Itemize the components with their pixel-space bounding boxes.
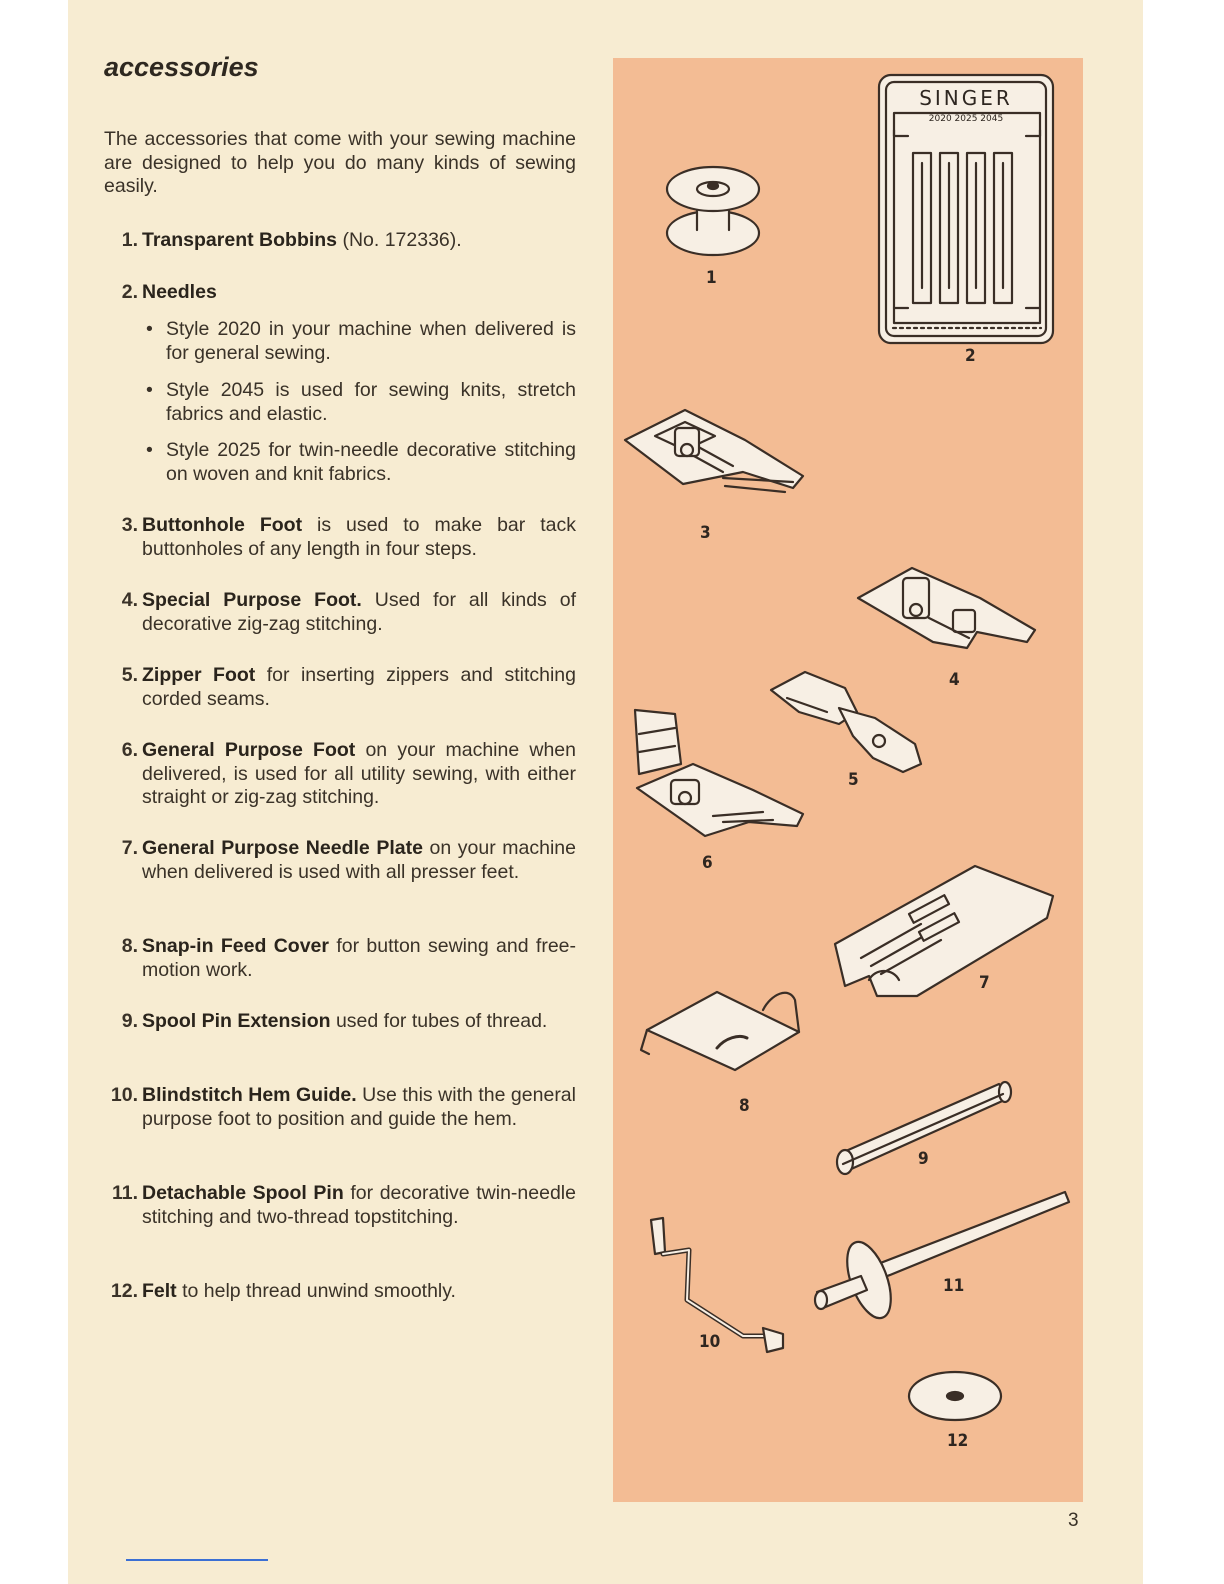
figure-label: 3: [700, 523, 711, 543]
list-item: [104, 589, 576, 636]
item-description: for button sewing and free-motion work.: [142, 935, 577, 981]
item-name: Buttonhole Foot: [142, 514, 303, 536]
item-name: General Purpose Foot: [142, 739, 356, 761]
list-item: [104, 935, 576, 982]
item-number: 3.: [121, 514, 138, 536]
list-item: [104, 739, 576, 810]
figure-label: 7: [979, 973, 990, 993]
list-item: [104, 837, 576, 884]
item-description: on your machine when delivered is used with all presser feet.: [142, 837, 576, 883]
page-title: accessories: [104, 52, 259, 82]
figure-label: 6: [702, 853, 713, 873]
item-number: 9.: [121, 1010, 138, 1032]
figure-label: 5: [848, 770, 859, 790]
bullet-dot: •: [146, 439, 153, 461]
general-purpose-foot-drawing: [635, 710, 803, 836]
item-name: Detachable Spool Pin: [142, 1182, 344, 1204]
item-description: used for tubes of thread.: [330, 1010, 548, 1032]
item-description: for decorative twin-needle stitching and two-thread topstitching.: [142, 1182, 576, 1228]
item-number: 4.: [121, 589, 138, 611]
special-purpose-foot-drawing: [858, 568, 1035, 648]
item-description: Use this with the general purpose foot to position and guide the hem.: [142, 1084, 576, 1130]
page-number: 3: [1068, 1510, 1079, 1531]
figure-label: 4: [949, 670, 960, 690]
item-description: on your machine when delivered, is used for all utility sewing, with either straight or zig-zag stitching.: [142, 739, 576, 808]
item-number: 5.: [121, 664, 138, 686]
list-item: [104, 514, 576, 561]
item-name: Zipper Foot: [142, 664, 256, 686]
item-name: Blindstitch Hem Guide.: [142, 1084, 357, 1106]
item-description: is used to make bar tack buttonholes of any length in four steps.: [142, 514, 576, 560]
item-name: Special Purpose Foot.: [142, 589, 362, 611]
feed-cover-drawing: [641, 992, 799, 1070]
zipper-foot-drawing: [771, 672, 921, 772]
item-number: 2.: [121, 281, 138, 303]
bullet-text: Style 2020 in your machine when delivered is for general sewing.: [166, 318, 576, 364]
accessories-illustration-panel: [613, 58, 1083, 1502]
item-number: 12.: [110, 1280, 138, 1302]
figure-label: 9: [918, 1149, 929, 1169]
needle-bullet: [146, 439, 576, 486]
felt-drawing: [909, 1372, 1001, 1420]
item-description: for inserting zippers and stitching corded seams.: [142, 664, 576, 710]
needle-pack-brand: SINGER: [919, 86, 1013, 110]
bullet-text: Style 2025 for twin-needle decorative stitching on woven and knit fabrics.: [166, 439, 576, 485]
item-name: Felt: [142, 1280, 177, 1302]
figure-label: 12: [947, 1431, 969, 1451]
list-item: [104, 229, 576, 253]
item-description: to help thread unwind smoothly.: [176, 1280, 456, 1302]
item-name: Transparent Bobbins: [142, 229, 338, 251]
list-item: [104, 281, 576, 305]
item-name: Needles: [142, 281, 217, 303]
item-number: 1.: [121, 229, 138, 251]
list-item: [104, 664, 576, 711]
figure-label: 2: [965, 346, 976, 366]
intro-paragraph: The accessories that come with your sewing machine are designed to help you do many kinds of sewing easily.: [104, 128, 576, 197]
needle-bullet: [146, 318, 576, 365]
figure-label: 8: [739, 1096, 750, 1116]
bobbin-drawing: [667, 167, 759, 255]
item-name: General Purpose Needle Plate: [142, 837, 423, 859]
item-number: 8.: [121, 935, 138, 957]
needle-bullet: [146, 379, 576, 426]
needle-plate-drawing: [835, 866, 1053, 996]
item-number: 11.: [111, 1182, 138, 1204]
bullet-dot: •: [146, 379, 153, 401]
figure-label: 1: [706, 268, 717, 288]
figure-label: 11: [943, 1276, 965, 1296]
item-name: Snap-in Feed Cover: [142, 935, 329, 957]
item-number: 6.: [121, 739, 138, 761]
item-description: (No. 172336).: [337, 229, 462, 251]
list-item: [104, 1182, 576, 1229]
needle-pack-styles: 2020 2025 2045: [928, 114, 1004, 124]
figure-label: 10: [699, 1332, 721, 1352]
list-item: [104, 1084, 576, 1131]
item-name: Spool Pin Extension: [142, 1010, 331, 1032]
detachable-spool-pin-drawing: [815, 1192, 1069, 1324]
divider-line: [126, 1559, 268, 1561]
item-number: 7.: [121, 837, 138, 859]
list-item: [104, 1280, 576, 1304]
item-number: 10.: [110, 1084, 138, 1106]
item-description: Used for all kinds of decorative zig-zag stitching.: [142, 589, 576, 635]
buttonhole-foot-drawing: [625, 410, 803, 492]
bullet-text: Style 2045 is used for sewing knits, stretch fabrics and elastic.: [166, 379, 576, 425]
list-item: [104, 1010, 576, 1034]
bullet-dot: •: [146, 318, 153, 340]
